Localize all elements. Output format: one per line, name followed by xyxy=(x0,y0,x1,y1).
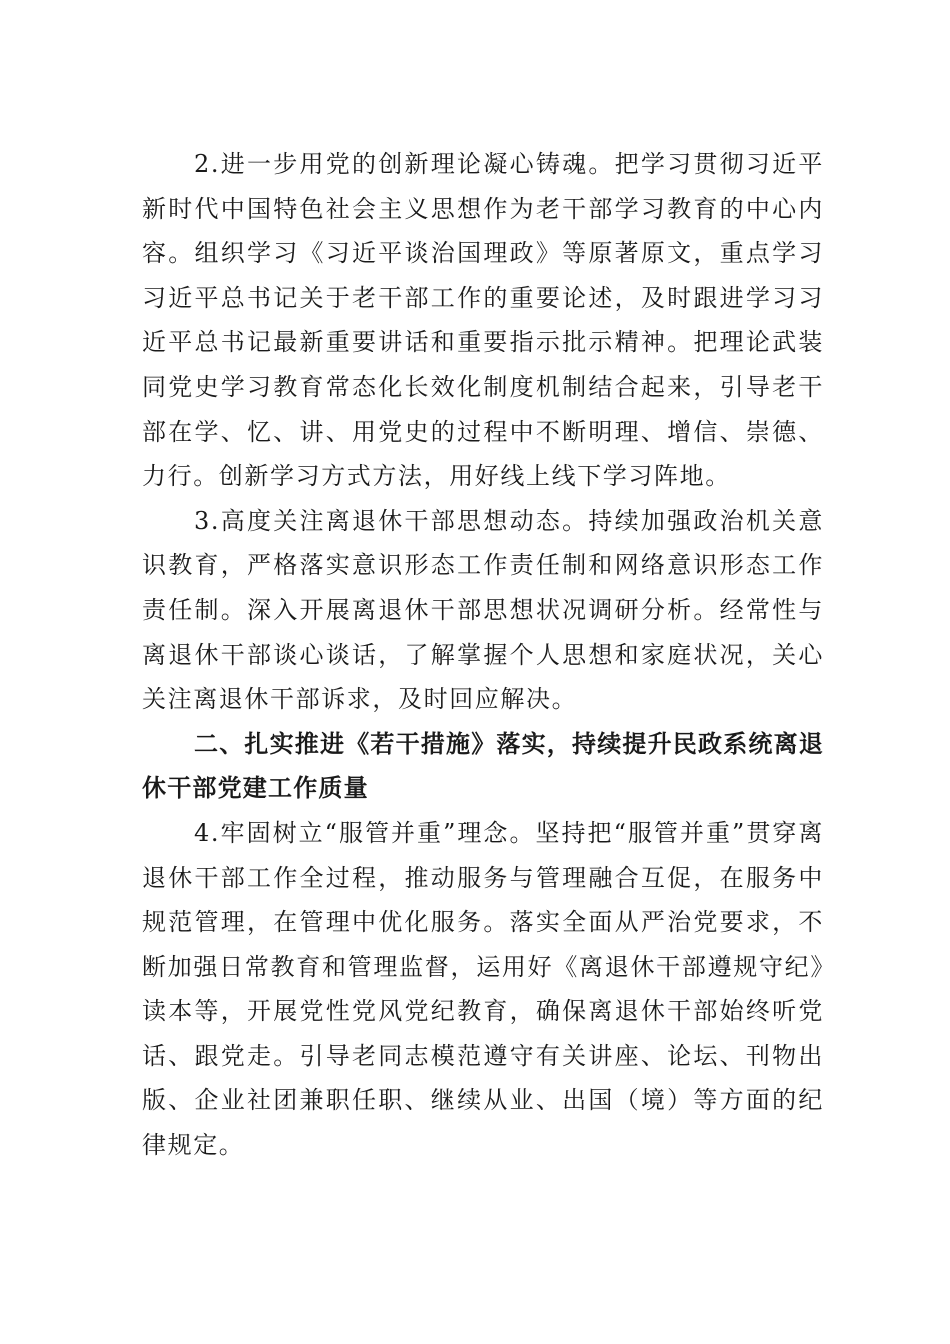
paragraph-item-2: 2.进一步用党的创新理论凝心铸魂。把学习贯彻习近平新时代中国特色社会主义思想作为老干部学习教育的中心内容。组织学习《习近平谈治国理政》等原著原文，重点学习习近平总书记关于老干部工作的重要论述，及时跟进学习习近平总书记最新重要讲话和重要指示批示精神。把理论武装同党史学习教育常态化长效化制度机制结合起来，引导老干部在学、忆、讲、用党史的过程中不断明理、增信、崇德、力行。创新学习方式方法，用好线上线下学习阵地。 xyxy=(142,150,824,491)
document-body xyxy=(142,142,824,1168)
paragraph-item-3: 3.高度关注离退休干部思想动态。持续加强政治机关意识教育，严格落实意识形态工作责任制和网络意识形态工作责任制。深入开展离退休干部思想状况调研分析。经常性与离退休干部谈心谈话，了解掌握个人思想和家庭状况，关心关注离退休干部诉求，及时回应解决。 xyxy=(142,506,824,714)
paragraph-item-4: 4.牢固树立“服管并重”理念。坚持把“服管并重”贯穿离退休干部工作全过程，推动服务与管理融合互促，在服务中规范管理，在管理中优化服务。落实全面从严治党要求，不断加强日常教育和管理监督，运用好《离退休干部遵规守纪》读本等，开展党性党风党纪教育，确保离退休干部始终听党话、跟党走。引导老同志模范遵守有关讲座、论坛、刊物出版、企业社团兼职任职、继续从业、出国（境）等方面的纪律规定。 xyxy=(142,818,824,1160)
section-heading-2: 二、扎实推进《若干措施》落实，持续提升民政系统离退休干部党建工作质量 xyxy=(142,729,824,803)
